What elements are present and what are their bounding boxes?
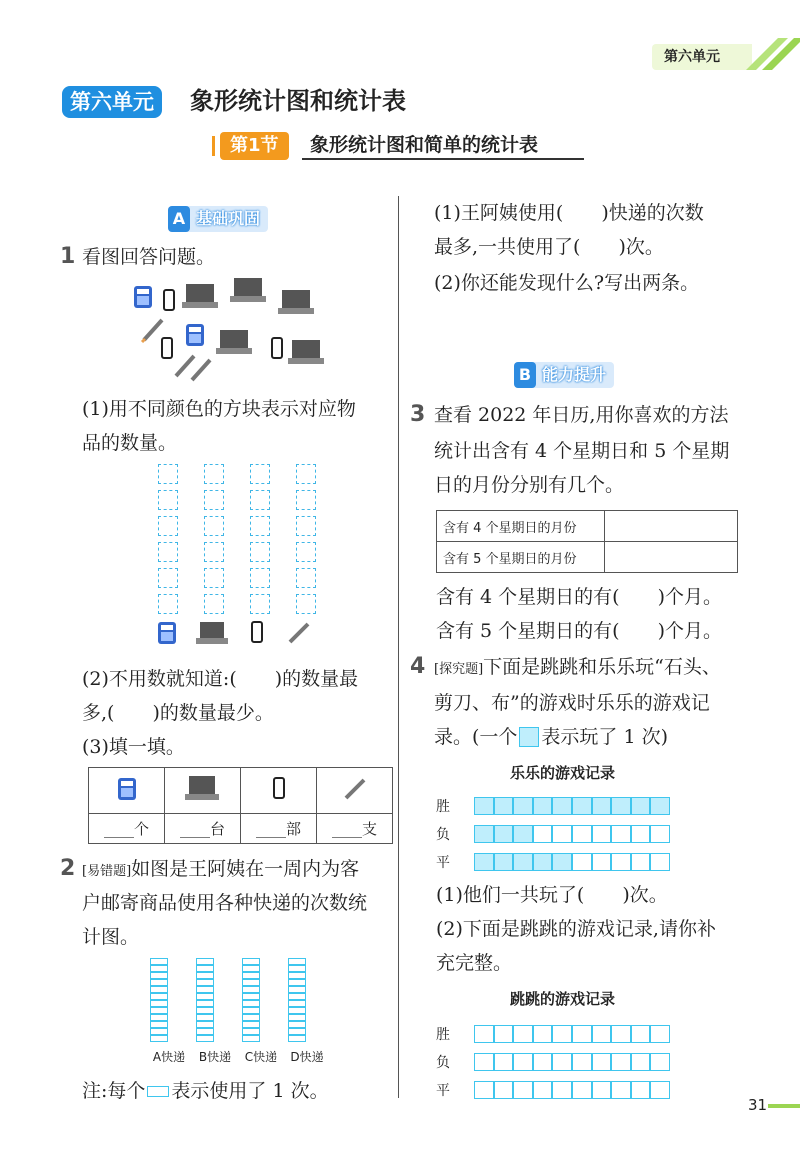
bar-cell — [196, 972, 214, 979]
q1-number: 1 — [60, 244, 76, 269]
x-tick-label: D快递 — [290, 1050, 324, 1064]
q2-p1-line2: 最多,一共使用了( )次。 — [434, 236, 664, 258]
q2-note — [82, 1074, 329, 1108]
level-a-badge — [168, 206, 268, 232]
bar-C快递 — [242, 958, 260, 1042]
record-row — [436, 848, 670, 876]
page-number: 31 — [748, 1096, 768, 1114]
q3-number: 3 — [410, 402, 426, 427]
tiaotiao-record-grid[interactable] — [436, 1020, 670, 1104]
record-cell — [533, 797, 553, 815]
record-row — [436, 820, 670, 848]
lele-record-title: 乐乐的游戏记录 — [510, 764, 616, 782]
record-cell[interactable] — [552, 1081, 572, 1099]
record-cell[interactable] — [592, 1053, 612, 1071]
pencil-icon — [176, 356, 194, 376]
record-cell — [611, 853, 631, 871]
record-cell[interactable] — [611, 1081, 631, 1099]
bar-cell — [150, 1000, 168, 1007]
calculator-icon — [186, 324, 204, 346]
record-cell[interactable] — [533, 1053, 553, 1071]
phone-icon — [164, 290, 174, 310]
record-cell — [650, 853, 670, 871]
record-row — [436, 1048, 670, 1076]
laptop-icon — [230, 278, 266, 302]
bar-cell — [150, 979, 168, 986]
record-cell — [592, 853, 612, 871]
q3-table — [436, 510, 738, 573]
bar-cell — [150, 972, 168, 979]
record-row-label: 负 — [436, 827, 450, 843]
bar-cell — [242, 986, 260, 993]
record-cell — [494, 853, 514, 871]
grid-column-laptop[interactable] — [204, 464, 224, 614]
record-cell — [611, 825, 631, 843]
q4-line3 — [434, 720, 668, 754]
laptop-icon — [196, 622, 228, 644]
q4-line1 — [434, 650, 721, 687]
record-cell[interactable] — [494, 1081, 514, 1099]
record-cell[interactable] — [611, 1053, 631, 1071]
bar-cell — [196, 958, 214, 965]
bar-cell — [288, 972, 306, 979]
q2-line1-text: 如图是王阿姨在一周内为客 — [131, 858, 360, 880]
record-cell — [513, 797, 533, 815]
record-cell[interactable] — [474, 1081, 494, 1099]
bar-cell — [288, 979, 306, 986]
record-row-label: 负 — [436, 1055, 450, 1071]
q3-row2-answer[interactable] — [605, 542, 738, 573]
page-number-bar — [768, 1104, 800, 1108]
section-title: 象形统计图和简单的统计表 — [302, 130, 584, 160]
bar-cell — [150, 986, 168, 993]
record-cell — [552, 853, 572, 871]
q3-line1: 查看 2022 年日历,用你喜欢的方法 — [434, 404, 729, 426]
table-icon-cell — [165, 768, 241, 814]
record-cell[interactable] — [650, 1025, 670, 1043]
q2-p1-line1: (1)王阿姨使用( )快递的次数 — [434, 202, 704, 224]
bar-cell — [150, 1007, 168, 1014]
laptop-icon — [183, 774, 223, 804]
record-cell[interactable] — [513, 1081, 533, 1099]
q3-ans2: 含有 5 个星期日的有( )个月。 — [436, 620, 722, 642]
record-cell[interactable] — [513, 1025, 533, 1043]
laptop-icon — [182, 284, 218, 308]
record-cell[interactable] — [631, 1081, 651, 1099]
bar-cell — [288, 1021, 306, 1028]
unit-cell-laptop[interactable]: ____台 — [165, 814, 241, 844]
q4-line2: 剪刀、布”的游戏时乐乐的游戏记 — [434, 692, 710, 714]
level-a-label: 基础巩固 — [196, 209, 261, 228]
q4-number: 4 — [410, 654, 426, 679]
record-cell[interactable] — [572, 1053, 592, 1071]
record-cell — [631, 825, 651, 843]
bar-cell — [242, 1021, 260, 1028]
lele-record-grid — [436, 792, 670, 876]
bar-cell — [196, 1035, 214, 1042]
record-cell — [592, 825, 612, 843]
record-cell[interactable] — [494, 1053, 514, 1071]
record-row — [436, 1076, 670, 1104]
q4-line1-text: 下面是跳跳和乐乐玩“石头、 — [483, 656, 721, 678]
q3-row2-label: 含有 5 个星期日的月份 — [437, 542, 605, 573]
x-tick-label: B快递 — [198, 1050, 232, 1064]
q1-grid-icons — [156, 620, 326, 650]
q2-chart-xlabels — [148, 1048, 328, 1065]
record-cell[interactable] — [592, 1081, 612, 1099]
record-cell — [611, 797, 631, 815]
record-cell[interactable] — [572, 1081, 592, 1099]
record-cell[interactable] — [533, 1025, 553, 1043]
calculator-icon — [115, 776, 139, 802]
q1-p1-line1: (1)用不同颜色的方块表示对应物 — [82, 398, 356, 420]
q1-p3: (3)填一填。 — [82, 736, 185, 758]
pencil-icon — [192, 360, 210, 380]
bar-cell — [196, 1000, 214, 1007]
bar-cell — [242, 958, 260, 965]
laptop-icon — [278, 290, 314, 314]
record-cell[interactable] — [533, 1081, 553, 1099]
x-tick-label: C快递 — [244, 1050, 278, 1064]
q2-line3: 计图。 — [82, 926, 140, 948]
bar-cell — [242, 993, 260, 1000]
record-cell[interactable] — [494, 1025, 514, 1043]
record-cell — [572, 853, 592, 871]
record-cell — [494, 825, 514, 843]
q4-p2-line1: (2)下面是跳跳的游戏记录,请你补 — [436, 918, 716, 940]
bar-cell — [288, 1007, 306, 1014]
record-cell — [572, 825, 592, 843]
bar-cell — [150, 1014, 168, 1021]
bar-cell — [150, 1021, 168, 1028]
bar-cell — [196, 1007, 214, 1014]
bar-A快递 — [150, 958, 168, 1042]
record-cell — [592, 797, 612, 815]
record-cell — [631, 853, 651, 871]
table-icon-cell — [89, 768, 165, 814]
unit-badge: 第六单元 — [62, 86, 162, 118]
calculator-icon — [134, 286, 152, 308]
q4-p2-line2: 充完整。 — [436, 952, 513, 974]
record-cell — [533, 853, 553, 871]
q1-p1-line2: 品的数量。 — [82, 432, 178, 454]
bar-cell — [196, 1028, 214, 1035]
q2-express-chart — [150, 958, 330, 1042]
q1-items-picture — [130, 276, 330, 386]
bar-cell — [288, 993, 306, 1000]
q4-tag: [探究题] — [434, 662, 484, 677]
bar-cell — [288, 1035, 306, 1042]
record-cell[interactable] — [611, 1025, 631, 1043]
bar-cell — [242, 1000, 260, 1007]
unit-tab: 第六单元 — [652, 44, 752, 70]
q3-ans1: 含有 4 个星期日的有( )个月。 — [436, 586, 722, 608]
q3-line2: 统计出含有 4 个星期日和 5 个星期 — [434, 440, 730, 462]
bar-cell — [196, 986, 214, 993]
q2-line1 — [82, 852, 359, 889]
record-cell[interactable] — [474, 1053, 494, 1071]
record-cell[interactable] — [552, 1053, 572, 1071]
record-cell[interactable] — [650, 1053, 670, 1071]
bar-cell — [150, 965, 168, 972]
record-cell — [552, 825, 572, 843]
bar-cell — [242, 972, 260, 979]
record-cell — [474, 853, 494, 871]
level-b-letter: B — [514, 362, 536, 388]
phone-icon — [272, 338, 282, 358]
bar-B快递 — [196, 958, 214, 1042]
record-cell — [631, 797, 651, 815]
page-title: 象形统计图和统计表 — [190, 87, 406, 115]
laptop-icon — [216, 330, 252, 354]
unit-square-icon — [147, 1086, 169, 1097]
calculator-icon — [158, 622, 176, 644]
record-cell[interactable] — [513, 1053, 533, 1071]
q3-line3: 日的月份分别有几个。 — [434, 474, 625, 496]
phone-icon — [272, 776, 286, 802]
pencil-icon — [290, 624, 308, 642]
q3-row1-answer[interactable] — [605, 511, 738, 542]
bar-cell — [196, 965, 214, 972]
q2-note-a: 注:每个 — [82, 1080, 146, 1102]
q1-p2-line2: 多,( )的数量最少。 — [82, 702, 274, 724]
bar-cell — [242, 1007, 260, 1014]
bar-D快递 — [288, 958, 306, 1042]
grid-column-pencil[interactable] — [296, 464, 316, 614]
record-cell — [513, 853, 533, 871]
q4-p1: (1)他们一共玩了( )次。 — [436, 884, 668, 906]
q2-line2: 户邮寄商品使用各种快递的次数统 — [82, 892, 368, 914]
pencil-icon — [342, 776, 368, 802]
phone-icon — [252, 622, 262, 642]
level-a-letter: A — [168, 206, 190, 232]
bar-cell — [150, 1028, 168, 1035]
record-cell[interactable] — [474, 1025, 494, 1043]
record-row — [436, 792, 670, 820]
record-row-label: 平 — [436, 855, 450, 871]
q2-tag: [易错题] — [82, 864, 132, 879]
bar-cell — [196, 1021, 214, 1028]
unit-cell-icon — [519, 727, 539, 747]
bar-cell — [196, 993, 214, 1000]
record-cell — [552, 797, 572, 815]
unit-cell-phone[interactable]: ____部 — [241, 814, 317, 844]
bar-cell — [150, 993, 168, 1000]
record-cell — [572, 797, 592, 815]
record-row-label: 胜 — [436, 1027, 450, 1043]
q1-p2-line1: (2)不用数就知道:( )的数量最 — [82, 668, 359, 690]
table-icon-cell — [317, 768, 393, 814]
record-row-label: 平 — [436, 1083, 450, 1099]
section-badge: 第1节 — [220, 132, 289, 160]
phone-icon — [162, 338, 172, 358]
bar-cell — [196, 979, 214, 986]
record-cell[interactable] — [592, 1025, 612, 1043]
record-cell[interactable] — [631, 1025, 651, 1043]
bar-cell — [242, 1028, 260, 1035]
record-row — [436, 1020, 670, 1048]
bar-cell — [288, 1028, 306, 1035]
bar-cell — [242, 965, 260, 972]
column-divider — [398, 196, 399, 1098]
record-cell — [474, 825, 494, 843]
record-cell — [650, 797, 670, 815]
q4-line3b: 表示玩了 1 次) — [541, 726, 669, 748]
table-icon-cell — [241, 768, 317, 814]
bar-cell — [288, 958, 306, 965]
grid-column-calculator[interactable] — [158, 464, 178, 614]
grid-column-phone[interactable] — [250, 464, 270, 614]
bar-cell — [288, 986, 306, 993]
unit-cell-calculator[interactable]: ____个 — [89, 814, 165, 844]
record-row-label: 胜 — [436, 799, 450, 815]
pencil-icon — [142, 320, 162, 342]
unit-cell-pencil[interactable]: ____支 — [317, 814, 393, 844]
q2-note-b: 表示使用了 1 次。 — [171, 1080, 329, 1102]
bar-cell — [288, 1000, 306, 1007]
bar-cell — [288, 965, 306, 972]
corner-stripes-icon — [738, 38, 800, 72]
level-b-label: 能力提升 — [542, 365, 607, 384]
q4-line3a: 录。(一个 — [434, 726, 518, 748]
record-cell[interactable] — [631, 1053, 651, 1071]
record-cell[interactable] — [650, 1081, 670, 1099]
bar-cell — [242, 1035, 260, 1042]
record-cell — [513, 825, 533, 843]
bar-cell — [288, 1014, 306, 1021]
bar-cell — [196, 1014, 214, 1021]
q2-p2: (2)你还能发现什么?写出两条。 — [434, 272, 700, 294]
q2-number: 2 — [60, 856, 76, 881]
q1-stem: 看图回答问题。 — [82, 246, 216, 268]
record-cell[interactable] — [552, 1025, 572, 1043]
tiaotiao-record-title: 跳跳的游戏记录 — [510, 990, 616, 1008]
bar-cell — [150, 958, 168, 965]
level-b-badge — [514, 362, 614, 388]
record-cell — [474, 797, 494, 815]
q1-dashed-grid — [158, 464, 316, 614]
bar-cell — [242, 1014, 260, 1021]
record-cell — [494, 797, 514, 815]
x-tick-label: A快递 — [152, 1050, 186, 1064]
bar-cell — [242, 979, 260, 986]
q1-fill-table — [88, 767, 393, 844]
record-cell[interactable] — [572, 1025, 592, 1043]
bar-cell — [150, 1035, 168, 1042]
record-cell — [533, 825, 553, 843]
q3-row1-label: 含有 4 个星期日的月份 — [437, 511, 605, 542]
laptop-icon — [288, 340, 324, 364]
record-cell — [650, 825, 670, 843]
